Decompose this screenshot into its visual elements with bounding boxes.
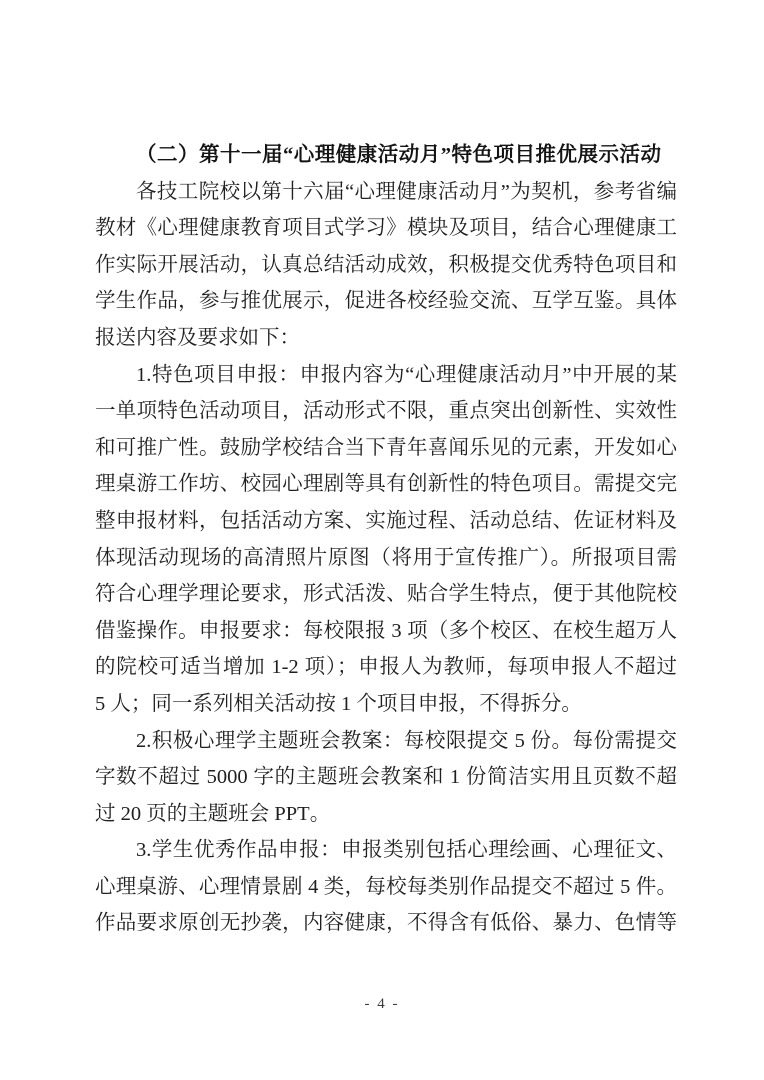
text-line: 一单项特色活动项目，活动形式不限，重点突出创新性、实效性 <box>95 400 677 423</box>
text-line: 过 20 页的主题班会 PPT。 <box>95 802 331 825</box>
page-number: - 4 - <box>364 996 400 1012</box>
text-line: 教材《心理健康教育项目式学习》模块及项目，结合心理健康工 <box>95 217 677 240</box>
text-line: 和可推广性。鼓励学校结合当下青年喜闻乐见的元素，开发如心 <box>95 436 677 459</box>
text-line: 字数不超过 5000 字的主题班会教案和 1 份简洁实用且页数不超 <box>95 766 677 789</box>
section-heading: （二）第十一届“心理健康活动月”特色项目推优展示活动 <box>136 144 662 166</box>
text-line: 各技工院校以第十六届“心理健康活动月”为契机，参考省编 <box>136 180 677 203</box>
paragraphs-container <box>95 174 677 942</box>
text-line: 学生作品，参与推优展示，促进各校经验交流、互学互鉴。具体 <box>95 290 677 313</box>
text-line: 心理桌游、心理情景剧 4 类，每校每类别作品提交不超过 5 件。 <box>95 875 677 898</box>
document-body <box>95 137 677 942</box>
text-line: 整申报材料，包括活动方案、实施过程、活动总结、佐证材料及 <box>95 509 677 532</box>
text-line: 作品要求原创无抄袭，内容健康，不得含有低俗、暴力、色情等 <box>95 912 677 935</box>
text-line: 报送内容及要求如下： <box>95 326 300 349</box>
text-line: 1.特色项目申报：申报内容为“心理健康活动月”中开展的某 <box>136 363 677 386</box>
text-line: 理桌游工作坊、校园心理剧等具有创新性的特色项目。需提交完 <box>95 473 677 496</box>
text-line: 体现活动现场的高清照片原图（将用于宣传推广）。所报项目需 <box>95 546 677 569</box>
text-line: 借鉴操作。申报要求：每校限报 3 项（多个校区、在校生超万人 <box>95 619 677 642</box>
text-line: 作实际开展活动，认真总结活动成效，积极提交优秀特色项目和 <box>95 253 677 276</box>
text-line: 3.学生优秀作品申报：申报类别包括心理绘画、心理征文、 <box>136 839 677 862</box>
text-line: 的院校可适当增加 1-2 项）；申报人为教师，每项申报人不超过 <box>95 656 677 679</box>
text-line: 2.积极心理学主题班会教案：每校限提交 5 份。每份需提交 <box>136 729 677 752</box>
text-line: 符合心理学理论要求，形式活泼、贴合学生特点，便于其他院校 <box>95 583 677 606</box>
text-line: 5 人；同一系列相关活动按 1 个项目申报，不得拆分。 <box>95 692 582 715</box>
